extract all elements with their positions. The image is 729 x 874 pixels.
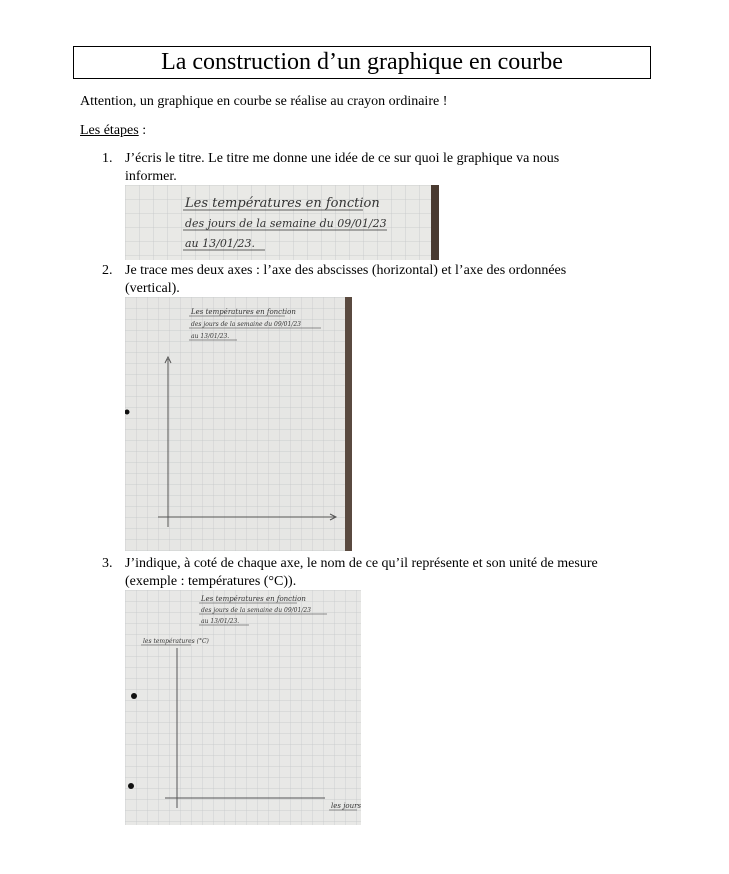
step-3-line-1: J’indique, à coté de chaque axe, le nom de ce qu’il représente et son unité de mesure bbox=[125, 556, 598, 571]
document-title bbox=[73, 46, 651, 79]
hw-title-line-2-labeled: des jours de la semaine du 09/01/23 bbox=[201, 607, 311, 614]
hw-title-line-1-labeled: Les températures en fonction bbox=[201, 595, 306, 603]
hw-title-line-1-small: Les températures en fonction bbox=[191, 308, 296, 316]
step-3-number: 3. bbox=[102, 556, 113, 571]
hw-title-line-2: des jours de la semaine du 09/01/23 bbox=[185, 217, 387, 230]
hw-x-axis-label: les jours bbox=[331, 802, 361, 810]
photo-axes-drawn bbox=[125, 297, 352, 551]
hw-title-line-1: Les températures en fonction bbox=[185, 196, 380, 211]
step-1-line-2: informer. bbox=[125, 169, 177, 184]
steps-heading-label: Les étapes bbox=[80, 123, 139, 138]
hw-y-axis-label: les températures (°C) bbox=[143, 638, 209, 645]
step-2-line-2: (vertical). bbox=[125, 281, 180, 296]
step-3-line-2: (exemple : températures (°C)). bbox=[125, 574, 297, 589]
step-1-number: 1. bbox=[102, 151, 113, 166]
photo-axes-labeled bbox=[125, 590, 361, 825]
steps-heading-suffix: : bbox=[138, 123, 147, 138]
step-2-line-1: Je trace mes deux axes : l’axe des abscisses (horizontal) et l’axe des ordonnées bbox=[125, 263, 567, 278]
hw-title-line-3-small: au 13/01/23. bbox=[191, 333, 230, 340]
step-2-number: 2. bbox=[102, 263, 113, 278]
hw-title-line-2-small: des jours de la semaine du 09/01/23 bbox=[191, 321, 301, 328]
hw-title-line-3-labeled: au 13/01/23. bbox=[201, 618, 240, 625]
steps-heading bbox=[80, 122, 146, 140]
hw-title-line-3: au 13/01/23. bbox=[185, 237, 256, 250]
document-title-text: La construction d’un graphique en courbe bbox=[161, 49, 563, 75]
step-1-line-1: J’écris le titre. Le titre me donne une idée de ce sur quoi le graphique va nous bbox=[125, 151, 560, 166]
warning-text: Attention, un graphique en courbe se réalise au crayon ordinaire ! bbox=[80, 94, 448, 109]
photo-title-handwritten bbox=[125, 185, 439, 260]
